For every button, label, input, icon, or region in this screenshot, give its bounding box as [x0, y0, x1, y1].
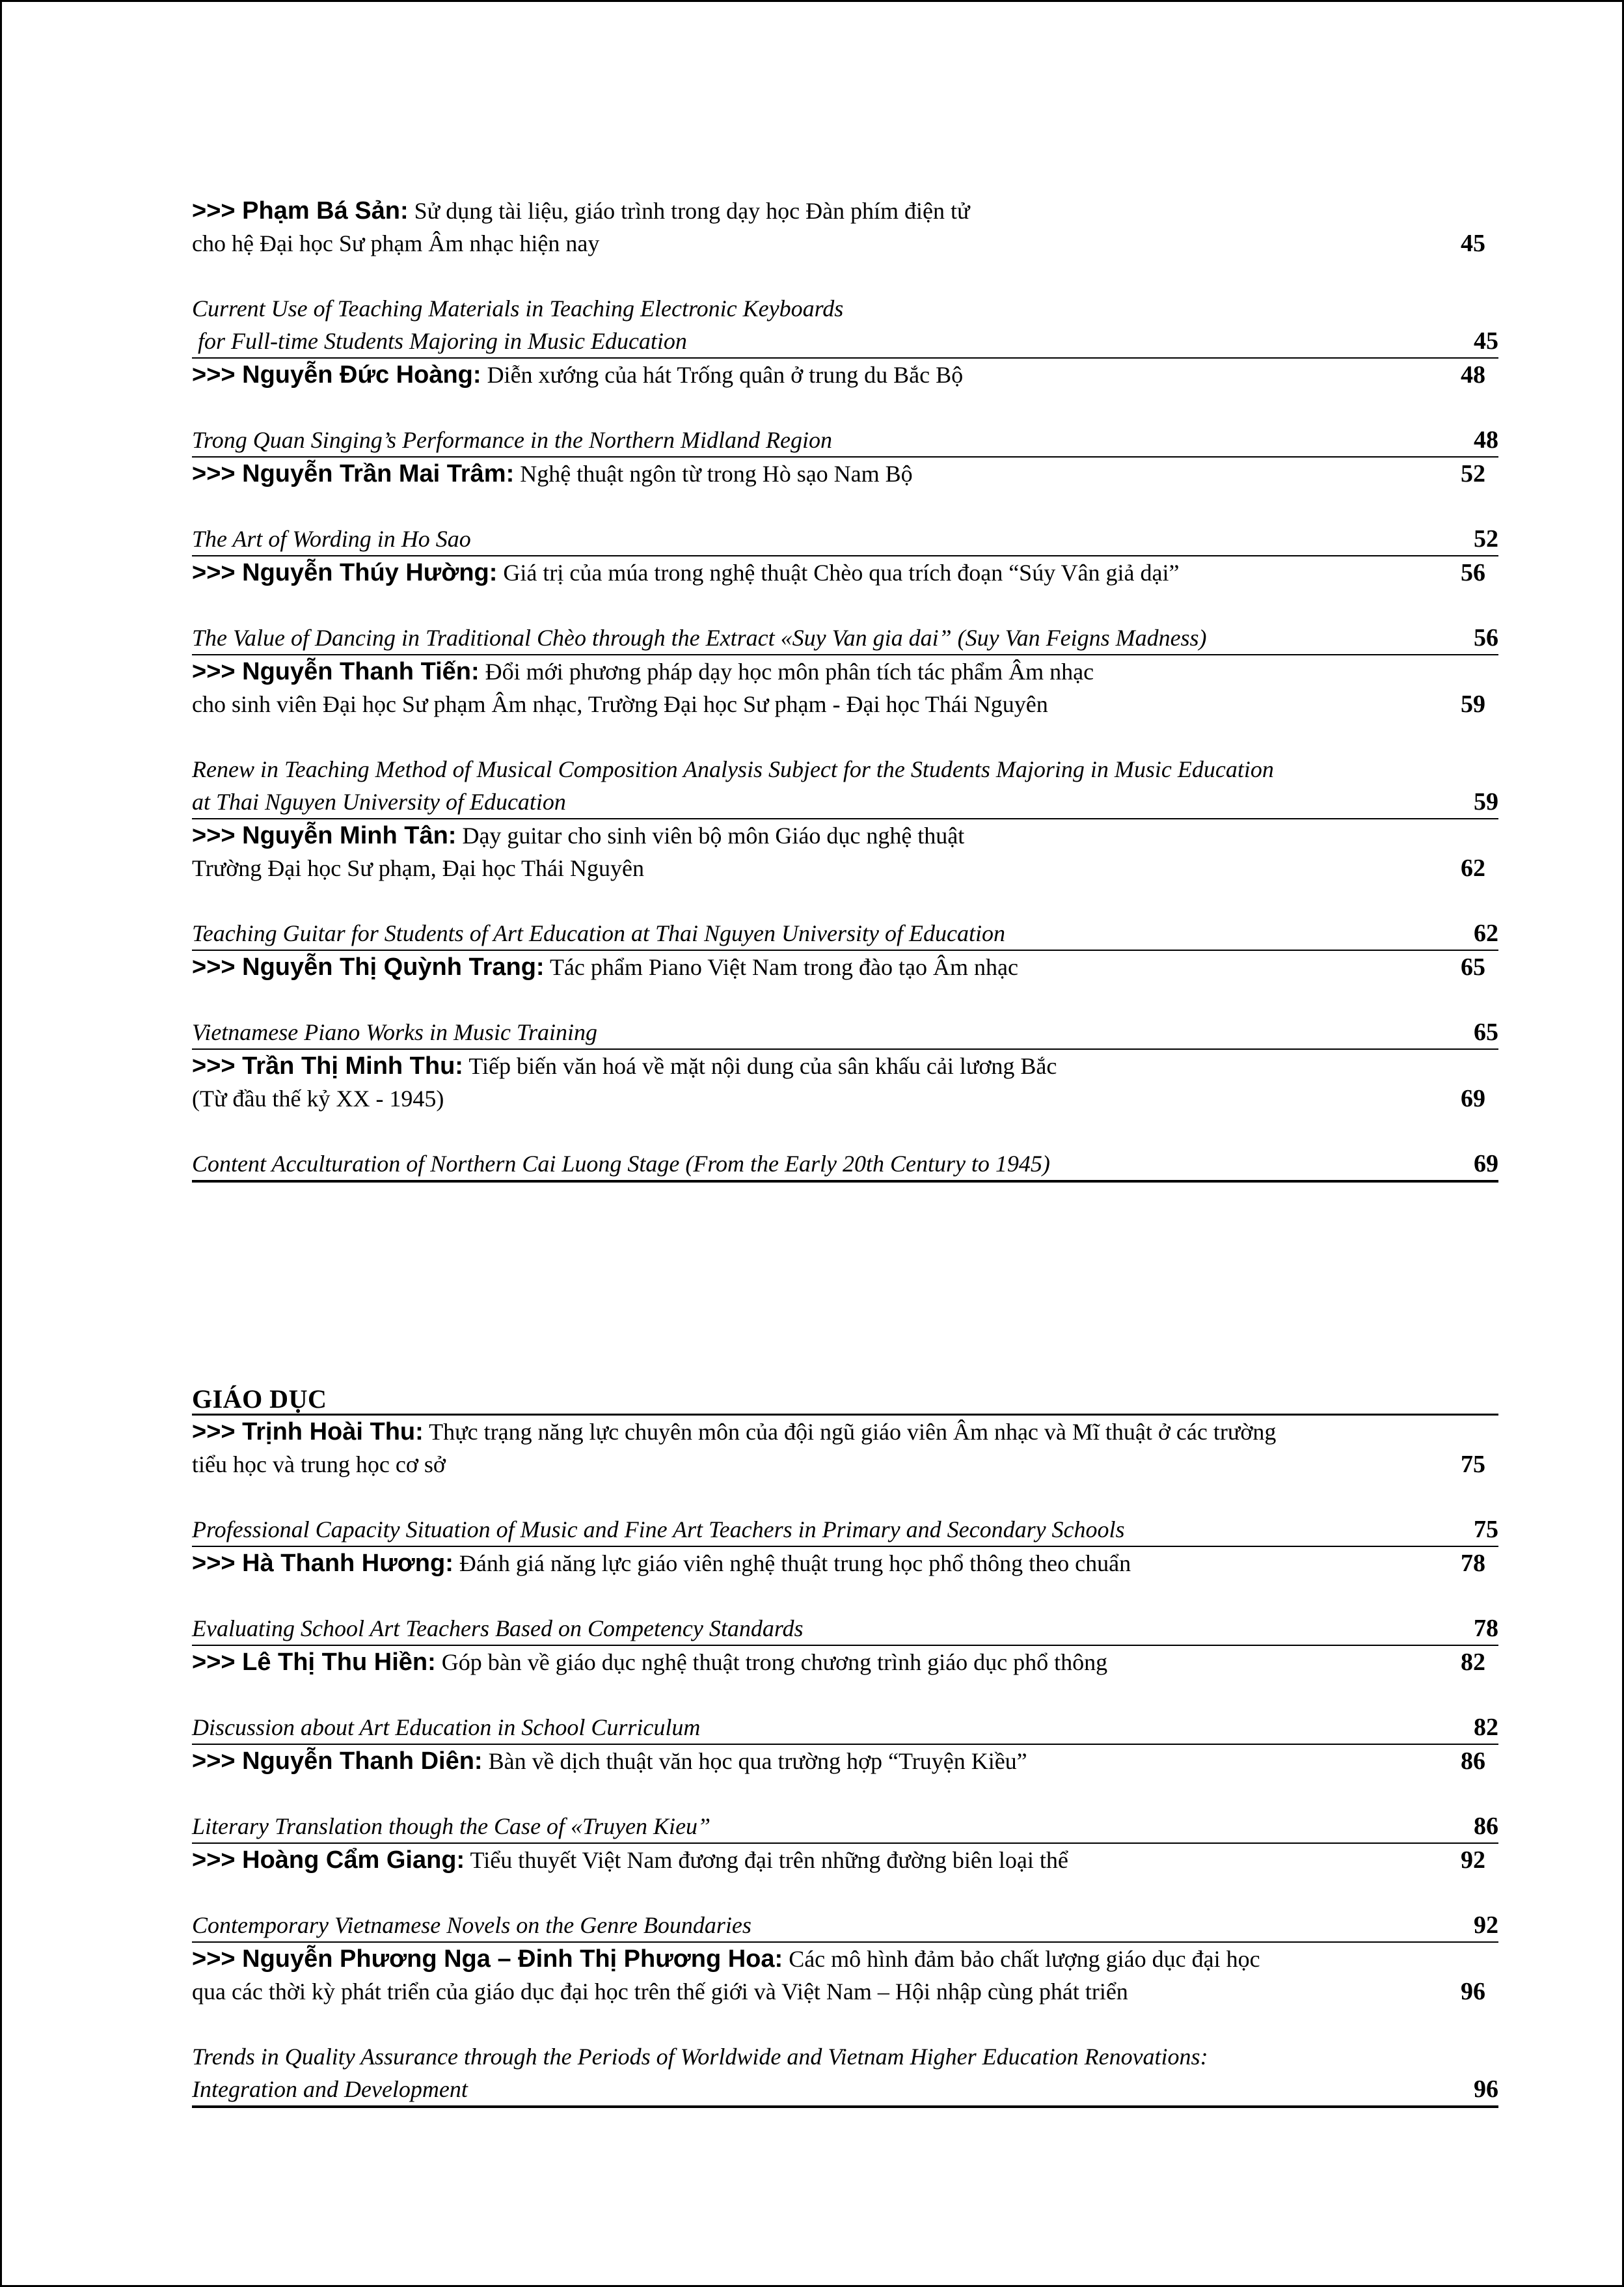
entry-author: >>> Trần Thị Minh Thu:: [192, 1052, 463, 1080]
entry-vietnamese-title: [192, 1646, 1498, 1678]
entry-english-title: [192, 424, 1498, 458]
entry-spacer: [192, 490, 1498, 523]
entry-vietnamese-title: [192, 195, 1498, 260]
en-title-line: for Full-time Students Majoring in Music Education: [192, 328, 687, 354]
toc-entry[interactable]: [192, 819, 1498, 951]
toc-entry[interactable]: [192, 1416, 1498, 1547]
en-title-line: Content Acculturation of Northern Cai Luong Stage (From the Early 20th Century to 1945): [192, 1151, 1050, 1177]
entry-vietnamese-title: [192, 1745, 1498, 1777]
vi-title-text: Bàn về dịch thuật văn học qua trường hợp “Truyện Kiều”: [488, 1748, 1027, 1774]
vi-title-line: [192, 227, 1459, 260]
entry-page-number: 48: [1474, 426, 1498, 454]
entry-page-number: 69: [1474, 1150, 1498, 1177]
en-title-line: Trong Quan Singing’s Performance in the Northern Midland Region: [192, 427, 832, 453]
entry-english-title: [192, 1147, 1498, 1183]
entry-page-number: 78: [1474, 1615, 1498, 1642]
en-title-line: The Value of Dancing in Traditional Chèo through the Extract «Suy Van gia dai” (Suy Van Feigns Madness): [192, 625, 1207, 651]
entry-page-number: 86: [1474, 1813, 1498, 1840]
vi-title-line: [192, 951, 1459, 983]
vi-title-line: [192, 556, 1459, 589]
entry-author: >>> Trịnh Hoài Thu:: [192, 1418, 424, 1445]
entry-author: >>> Nguyễn Trần Mai Trâm:: [192, 460, 515, 487]
entry-spacer: [192, 983, 1498, 1016]
vi-title-line: [192, 655, 1459, 688]
entry-english-title: [192, 1909, 1498, 1943]
entry-english-title: [192, 2040, 1498, 2108]
en-title-line: Renew in Teaching Method of Musical Composition Analysis Subject for the Students Majoring in Music Education: [192, 756, 1274, 782]
entry-spacer: [192, 2008, 1498, 2040]
entry-page-number: 52: [1474, 525, 1498, 553]
toc-entry[interactable]: [192, 1646, 1498, 1745]
entry-vietnamese-title: [192, 1844, 1498, 1876]
entry-english-title: [192, 1711, 1498, 1745]
vi-title-text: Đổi mới phương pháp dạy học môn phân tích tác phẩm Âm nhạc: [485, 659, 1094, 685]
vi-title-line: [192, 1050, 1459, 1082]
entry-english-title: [192, 292, 1498, 359]
vi-title-line: [192, 819, 1459, 852]
vi-title-text: Góp bàn về giáo dục nghệ thuật trong chương trình giáo dục phổ thông: [441, 1649, 1108, 1675]
vi-title-line: [192, 1448, 1459, 1481]
toc-section-arts: [192, 195, 1498, 1183]
entry-spacer: [192, 1777, 1498, 1810]
entry-english-title: [192, 1513, 1498, 1547]
vi-title-line: [192, 1844, 1459, 1876]
entry-spacer: [192, 1678, 1498, 1711]
vi-title-text: Diễn xướng của hát Trống quân ở trung du Bắc Bộ: [487, 362, 964, 388]
toc-entry[interactable]: [192, 458, 1498, 556]
entry-author: >>> Nguyễn Phương Nga – Đinh Thị Phương Hoa:: [192, 1945, 783, 1973]
entry-english-title: [192, 917, 1498, 951]
entry-page-number: 96: [1474, 2075, 1498, 2103]
entry-author: >>> Phạm Bá Sản:: [192, 197, 409, 225]
vi-title-line: [192, 1943, 1459, 1975]
entry-page-number: 75: [1461, 1451, 1485, 1478]
en-title-line: Trends in Quality Assurance through the Periods of Worldwide and Vietnam Higher Education Renovations:: [192, 2044, 1208, 2070]
vi-title-text: Giá trị của múa trong nghệ thuật Chèo qua trích đoạn “Súy Vân giả dại”: [503, 560, 1180, 586]
entry-page-number: 65: [1461, 953, 1485, 981]
en-title-line: Contemporary Vietnamese Novels on the Genre Boundaries: [192, 1912, 751, 1938]
vi-title-line: [192, 1082, 1459, 1115]
vi-title-text: Đánh giá năng lực giáo viên nghệ thuật trung học phổ thông theo chuẩn: [459, 1550, 1131, 1576]
vi-title-text: Trường Đại học Sư phạm, Đại học Thái Nguyên: [192, 855, 644, 881]
vi-title-line: [192, 688, 1459, 720]
entry-author: >>> Nguyễn Đức Hoàng:: [192, 361, 481, 389]
entry-page-number: 75: [1474, 1516, 1498, 1543]
entry-author: >>> Nguyễn Minh Tân:: [192, 822, 457, 849]
toc-entry[interactable]: [192, 1745, 1498, 1844]
entry-page-number: 45: [1474, 327, 1498, 355]
en-title-line: The Art of Wording in Ho Sao: [192, 526, 471, 552]
entry-page-number: 59: [1461, 691, 1485, 718]
entry-page-number: 59: [1474, 788, 1498, 815]
entry-vietnamese-title: [192, 1547, 1498, 1580]
en-title-line: Discussion about Art Education in School Curriculum: [192, 1714, 701, 1740]
entry-spacer: [192, 391, 1498, 424]
entry-page-number: 82: [1461, 1649, 1485, 1676]
entry-author: >>> Nguyễn Thúy Hường:: [192, 559, 498, 586]
entry-vietnamese-title: [192, 458, 1498, 490]
entry-author: >>> Lê Thị Thu Hiền:: [192, 1649, 436, 1676]
en-title-line: Teaching Guitar for Students of Art Education at Thai Nguyen University of Education: [192, 920, 1005, 946]
entry-spacer: [192, 720, 1498, 753]
entry-page-number: 96: [1461, 1978, 1485, 2005]
entry-vietnamese-title: [192, 819, 1498, 884]
vi-title-line: [192, 1416, 1459, 1448]
entry-page-number: 52: [1461, 460, 1485, 487]
entry-page-number: 56: [1474, 624, 1498, 651]
entry-english-title: [192, 1016, 1498, 1050]
entry-page-number: 82: [1474, 1714, 1498, 1741]
entry-vietnamese-title: [192, 556, 1498, 589]
toc-entry[interactable]: [192, 556, 1498, 655]
toc-entry[interactable]: [192, 655, 1498, 819]
toc-entry[interactable]: [192, 1050, 1498, 1183]
vi-title-text: (Từ đầu thế kỷ XX - 1945): [192, 1086, 444, 1112]
en-title-line: at Thai Nguyen University of Education: [192, 789, 566, 815]
entry-page-number: 92: [1474, 1911, 1498, 1939]
entry-english-title: [192, 1612, 1498, 1646]
entry-page-number: 86: [1461, 1747, 1485, 1775]
toc-entry[interactable]: [192, 359, 1498, 458]
vi-title-line: [192, 852, 1459, 884]
vi-title-text: tiểu học và trung học cơ sở: [192, 1451, 446, 1477]
en-title-line: Evaluating School Art Teachers Based on Competency Standards: [192, 1615, 804, 1641]
section-title: GIÁO DỤC: [192, 1383, 1498, 1416]
entry-vietnamese-title: [192, 655, 1498, 720]
entry-vietnamese-title: [192, 951, 1498, 983]
vi-title-text: Dạy guitar cho sinh viên bộ môn Giáo dục nghệ thuật: [462, 823, 965, 849]
vi-title-line: [192, 458, 1459, 490]
vi-title-line: [192, 195, 1459, 227]
vi-title-line: [192, 1547, 1459, 1580]
entry-author: >>> Nguyễn Thanh Tiến:: [192, 658, 480, 685]
entry-spacer: [192, 589, 1498, 622]
entry-page-number: 92: [1461, 1846, 1485, 1874]
vi-title-text: qua các thời kỳ phát triển của giáo dục đại học trên thế giới và Việt Nam – Hội nhập cùng phát triển: [192, 1979, 1128, 2005]
toc-entry[interactable]: [192, 1844, 1498, 1943]
entry-spacer: [192, 1876, 1498, 1909]
vi-title-text: cho hệ Đại học Sư phạm Âm nhạc hiện nay: [192, 230, 600, 256]
entry-page-number: 78: [1461, 1550, 1485, 1577]
entry-spacer: [192, 260, 1498, 292]
toc-section-education: [192, 1383, 1498, 2108]
entry-author: >>> Hà Thanh Hương:: [192, 1550, 453, 1577]
entry-page-number: 48: [1461, 361, 1485, 389]
vi-title-line: [192, 1646, 1459, 1678]
entry-vietnamese-title: [192, 359, 1498, 391]
entry-english-title: [192, 622, 1498, 655]
entry-page-number: 62: [1474, 920, 1498, 947]
vi-title-text: Sử dụng tài liệu, giáo trình trong dạy học Đàn phím điện tử: [414, 198, 970, 224]
entry-english-title: [192, 523, 1498, 556]
vi-title-text: Nghệ thuật ngôn từ trong Hò sạo Nam Bộ: [520, 461, 913, 487]
entry-spacer: [192, 1481, 1498, 1513]
vi-title-line: [192, 1745, 1459, 1777]
en-title-line: Current Use of Teaching Materials in Teaching Electronic Keyboards: [192, 295, 844, 322]
entry-english-title: [192, 1810, 1498, 1844]
en-title-line: Professional Capacity Situation of Music and Fine Art Teachers in Primary and Secondary Schools: [192, 1516, 1125, 1542]
vi-title-line: [192, 359, 1459, 391]
entry-author: >>> Hoàng Cẩm Giang:: [192, 1846, 465, 1874]
entry-author: >>> Nguyễn Thanh Diên:: [192, 1747, 483, 1775]
vi-title-line: [192, 1975, 1459, 2008]
vi-title-text: cho sinh viên Đại học Sư phạm Âm nhạc, Trường Đại học Sư phạm - Đại học Thái Nguyên: [192, 691, 1048, 717]
entry-page-number: 65: [1474, 1019, 1498, 1046]
entry-author: >>> Nguyễn Thị Quỳnh Trang:: [192, 953, 545, 981]
vi-title-text: Thực trạng năng lực chuyên môn của đội ngũ giáo viên Âm nhạc và Mĩ thuật ở các trường: [429, 1419, 1277, 1445]
entry-vietnamese-title: [192, 1416, 1498, 1481]
toc-entry[interactable]: [192, 1547, 1498, 1646]
vi-title-text: Tác phẩm Piano Việt Nam trong đào tạo Âm nhạc: [549, 954, 1018, 980]
entry-page-number: 56: [1461, 559, 1485, 586]
entry-spacer: [192, 1580, 1498, 1612]
entry-page-number: 62: [1461, 855, 1485, 882]
entry-page-number: 45: [1461, 230, 1485, 257]
toc-entry[interactable]: [192, 951, 1498, 1050]
entry-spacer: [192, 884, 1498, 917]
en-title-line: Integration and Development: [192, 2076, 468, 2102]
entry-vietnamese-title: [192, 1050, 1498, 1115]
entry-page-number: 69: [1461, 1085, 1485, 1112]
en-title-line: Literary Translation though the Case of «Truyen Kieu”: [192, 1813, 711, 1839]
en-title-line: Vietnamese Piano Works in Music Training: [192, 1019, 597, 1045]
vi-title-text: Các mô hình đảm bảo chất lượng giáo dục đại học: [789, 1946, 1260, 1972]
vi-title-text: Tiếp biến văn hoá về mặt nội dung của sân khấu cải lương Bắc: [468, 1053, 1057, 1079]
entry-english-title: [192, 753, 1498, 819]
toc-entry[interactable]: [192, 195, 1498, 359]
entry-spacer: [192, 1115, 1498, 1147]
vi-title-text: Tiểu thuyết Việt Nam đương đại trên những đường biên loại thể: [470, 1847, 1068, 1873]
entry-vietnamese-title: [192, 1943, 1498, 2008]
toc-entry[interactable]: [192, 1943, 1498, 2108]
